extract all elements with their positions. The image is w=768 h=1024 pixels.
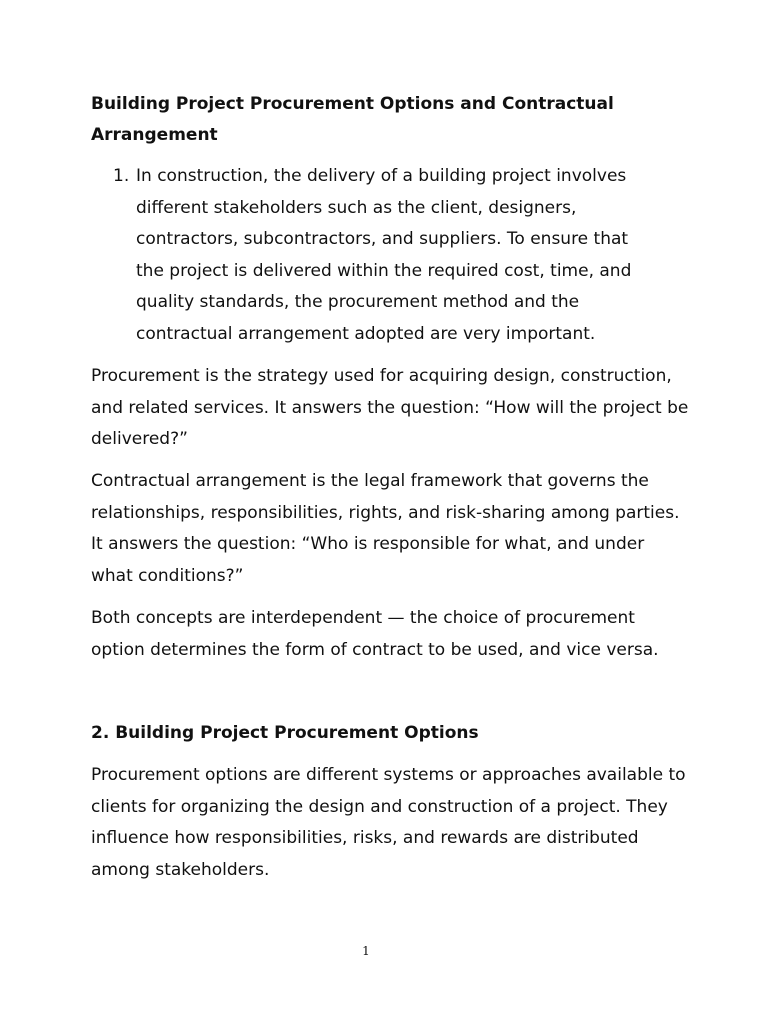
list-item-text: In construction, the delivery of a building project involves different stakeholders such as the client, designers, contractors, subcontractors, and suppliers. To ensure that the project is delivered within the required cost, time, and quality standards, the procurement method and the contractual arrangement adopted are very important. — [136, 166, 632, 344]
paragraph-interdependence: Both concepts are interdependent — the choice of procurement option determines the form of contract to be used, and vice versa. — [91, 608, 659, 660]
document-title: Building Project Procurement Options and Contractual Arrangement — [91, 94, 614, 145]
paragraph-procurement-options: Procurement options are different systems or approaches available to clients for organizing the design and construction of a project. They influence how responsibilities, risks, and rewards are distributed among stakeholders. — [91, 765, 686, 880]
intro-list — [91, 161, 651, 351]
paragraph-procurement-definition: Procurement is the strategy used for acquiring design, construction, and related services. It answers the question: “How will the project be delivered?” — [91, 366, 689, 450]
list-item — [91, 161, 651, 351]
page-number: 1 — [362, 944, 370, 958]
section-heading: 2. Building Project Procurement Options — [91, 723, 479, 743]
paragraph-contractual-arrangement-definition: Contractual arrangement is the legal framework that governs the relationships, responsibilities, rights, and risk-sharing among parties. It answers the question: “Who is responsible for what, and under what conditions?” — [91, 471, 680, 586]
list-item-number: 1. — [113, 166, 130, 186]
